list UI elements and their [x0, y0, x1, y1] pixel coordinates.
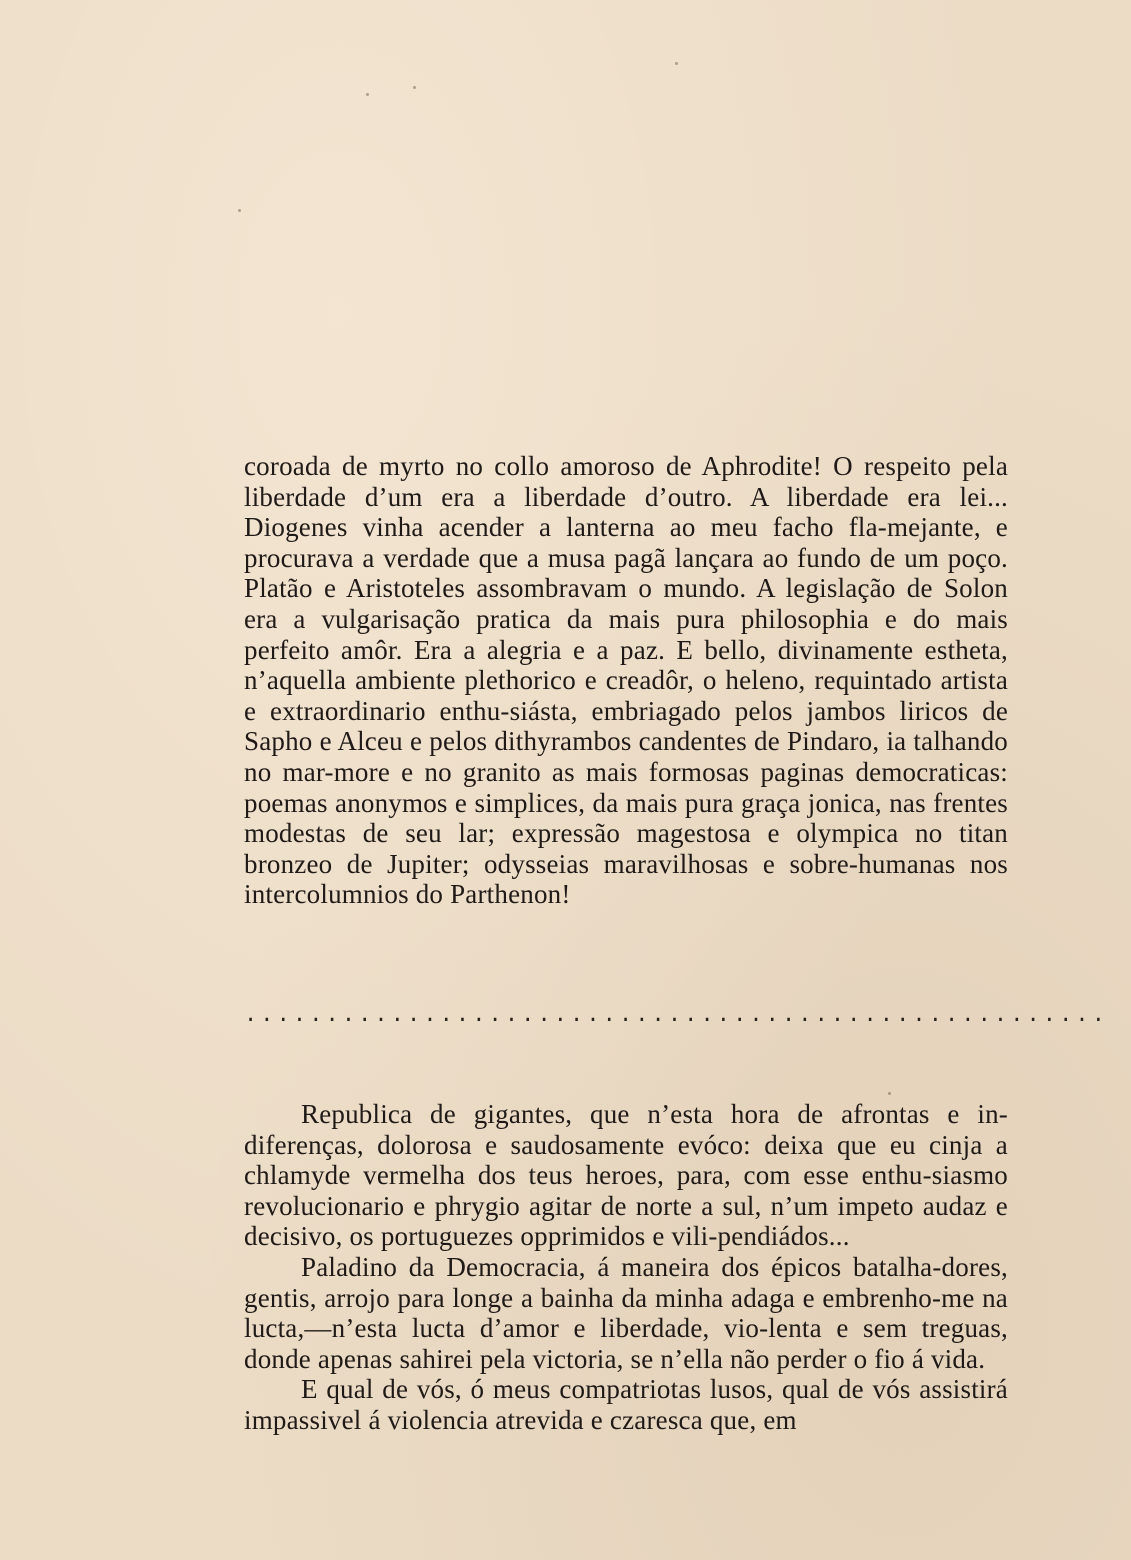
- paragraph: Paladino da Democracia, á maneira dos épicos batalha-dores, gentis, arrojo para longe a bainha da minha adaga e embrenho-me na lucta,—n’esta lucta d’amor e liberdade, vio-lenta e sem treguas, donde apenas sahirei pela victoria, se n’ella não perder o fio á vida.: [244, 1251, 1008, 1374]
- paragraph: coroada de myrto no collo amoroso de Aphrodite! O respeito pela liberdade d’um era a liberdade d’outro. A liberdade era lei... Diogenes vinha acender a lanterna ao meu facho fla-mejante, e procurava a verdade que a musa pagã lançara ao fundo de um poço. Platão e Aristoteles assombravam o mundo. A legislação de Solon era a vulgarisação pratica da mais pura philosophia e do mais perfeito amôr. Era a alegria e a paz. E bello, divinamente estheta, n’aquella ambiente plethorico e creadôr, o heleno, requintado artista e extraordinario enthu-siásta, embriagado pelos jambos liricos de Sapho e Alceu e pelos dithyrambos candentes de Pindaro, ia talhando no mar-more e no granito as mais formosas paginas democraticas: poemas anonymos e simplices, da mais pura graça jonica, nas frentes modestas de seu lar; expressão magestosa e olympica no titan bronzeo de Jupiter; odysseias maravilhosas e sobre-humanas nos intercolumnios do Parthenon!: [244, 451, 1008, 910]
- text-block-bottom: [244, 1099, 1008, 1436]
- ink-speck: [366, 93, 369, 96]
- dotted-separator: .....................................................: [244, 1003, 1109, 1028]
- ink-speck: [675, 62, 678, 65]
- ink-speck: [888, 1092, 891, 1095]
- ink-speck: [413, 86, 416, 89]
- ink-speck: [238, 209, 241, 212]
- paragraph: Republica de gigantes, que n’esta hora de afrontas e in-diferenças, dolorosa e saudosamente evóco: deixa que eu cinja a chlamyde vermelha dos teus heroes, para, com esse enthu-siasmo revolucionario e phrygio agitar de norte a sul, n’um impeto audaz e decisivo, os portuguezes opprimidos e vili-pendiádos...: [244, 1099, 1008, 1252]
- paragraph: E qual de vós, ó meus compatriotas lusos, qual de vós assistirá impassivel á violencia atrevida e czaresca que, em: [244, 1374, 1008, 1435]
- text-block-top: [244, 451, 1008, 910]
